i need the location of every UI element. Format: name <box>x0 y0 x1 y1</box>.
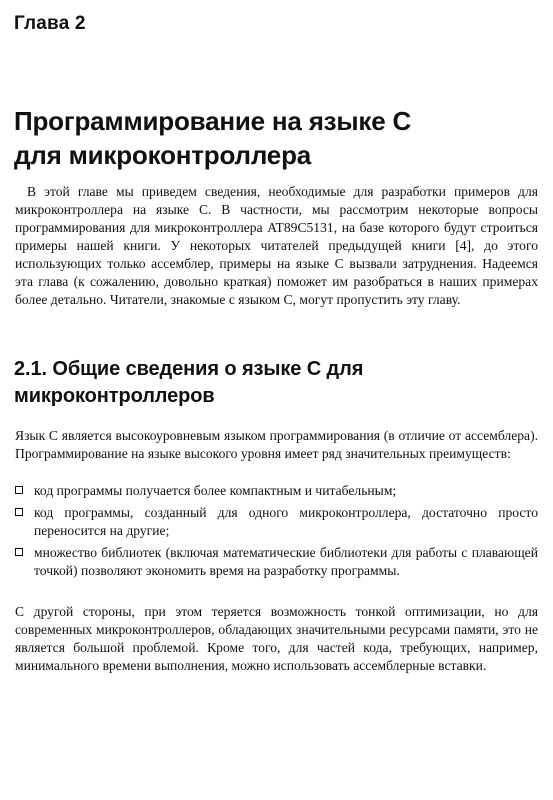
list-item <box>15 482 538 500</box>
list-item <box>15 504 538 540</box>
intro-paragraph: В этой главе мы приведем сведения, необходимые для разработки примеров для микроконтроллера на языке С. В частности, мы рассмотрим некоторые вопросы программирования для микроконтроллера AT89C5131, на базе которого будут строиться примеры нашей книги. У некоторых читателей предыдущей книги [4], до этого использующих только ассемблер, примеры на языке С вызвали затруднения. Надеемся эта глава (к сожалению, довольно краткая) поможет им разобраться в наших примерах более детально. Читатели, знакомые с языком С, могут пропустить эту главу. <box>15 184 538 307</box>
chapter-label: Глава 2 <box>14 13 86 34</box>
chapter-title-line-1: Программирование на языке С <box>14 106 412 136</box>
section-title <box>14 356 534 410</box>
square-bullet-icon <box>15 548 23 556</box>
list-item <box>15 544 538 580</box>
section-intro-paragraph: Язык С является высокоуровневым языком программирования (в отличие от ассемблера). Программирование на языке высокого уровня имеет ряд значительных преимуществ: <box>15 428 538 461</box>
list-item-text: код программы получается более компактным и читабельным; <box>34 483 397 498</box>
square-bullet-icon <box>15 508 23 516</box>
chapter-title <box>14 104 534 172</box>
square-bullet-icon <box>15 486 23 494</box>
list-item-text: код программы, созданный для одного микроконтроллера, достаточно просто переносится на другие; <box>34 505 538 538</box>
section-title-line-1: 2.1. Общие сведения о языке С для <box>14 358 364 380</box>
advantages-list <box>15 482 538 584</box>
closing-paragraph: С другой стороны, при этом теряется возможность тонкой оптимизации, но для современных микроконтроллеров, обладающих значительными ресурсами памяти, это не является большой проблемой. Кроме того, для частей кода, требующих, например, минимального времени выполнения, можно использовать ассемблерные вставки. <box>15 604 538 673</box>
section-title-line-2: микроконтроллеров <box>14 385 215 407</box>
chapter-title-line-2: для микроконтроллера <box>14 140 312 170</box>
list-item-text: множество библиотек (включая математические библиотеки для работы с плавающей точкой) позволяют экономить время на разработку программы. <box>34 545 538 578</box>
